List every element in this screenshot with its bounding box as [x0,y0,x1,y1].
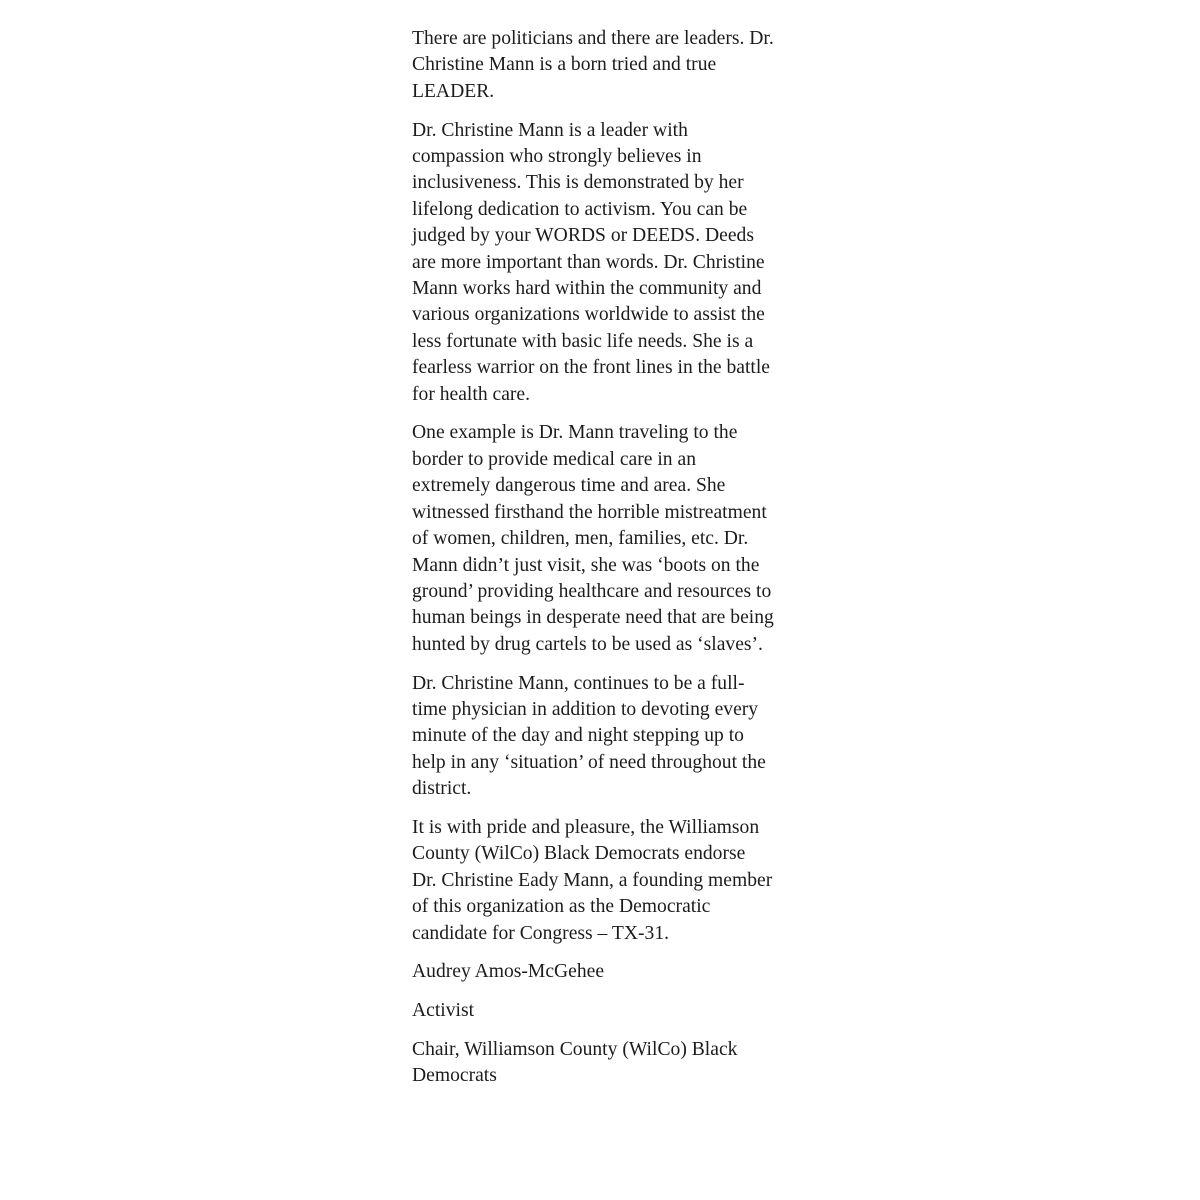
endorsement-letter [412,26,774,1102]
signature-role: Activist [412,1000,475,1022]
paragraph-leadership: Dr. Christine Mann is a leader with compassion who strongly believes in inclusiveness. This is demonstrated by her lifelong dedication to activism. You can be judged by your WORDS or DEEDS. Deeds are more important than words. Dr. Christine Mann works hard within the community and various organizations worldwide to assist the less fortunate with basic life needs. She is a fearless warrior on the front lines in the battle for health care. [412,119,771,405]
signature-name: Audrey Amos-McGehee [412,961,605,983]
paragraph-intro: There are politicians and there are leaders. Dr. Christine Mann is a born tried and true LEADER. [412,28,774,102]
paragraph-border-example: One example is Dr. Mann traveling to the border to provide medical care in an extremely dangerous time and area. She witnessed firsthand the horrible mistreatment of women, children, men, families, etc. Dr. Mann didn’t just visit, she was ‘boots on the ground’ providing healthcare and resources to human beings in desperate need that are being hunted by drug cartels to be used as ‘slaves’. [412,422,774,655]
signature-title: Chair, Williamson County (WilCo) Black Democrats [412,1038,738,1087]
paragraph-endorsement: It is with pride and pleasure, the Williamson County (WilCo) Black Democrats endorse Dr. Christine Eady Mann, a founding member of this organization as the Democratic candidate for Congress – TX-31. [412,816,773,944]
paragraph-physician: Dr. Christine Mann, continues to be a full-time physician in addition to devoting every minute of the day and night stepping up to help in any ‘situation’ of need throughout the district. [412,672,766,800]
